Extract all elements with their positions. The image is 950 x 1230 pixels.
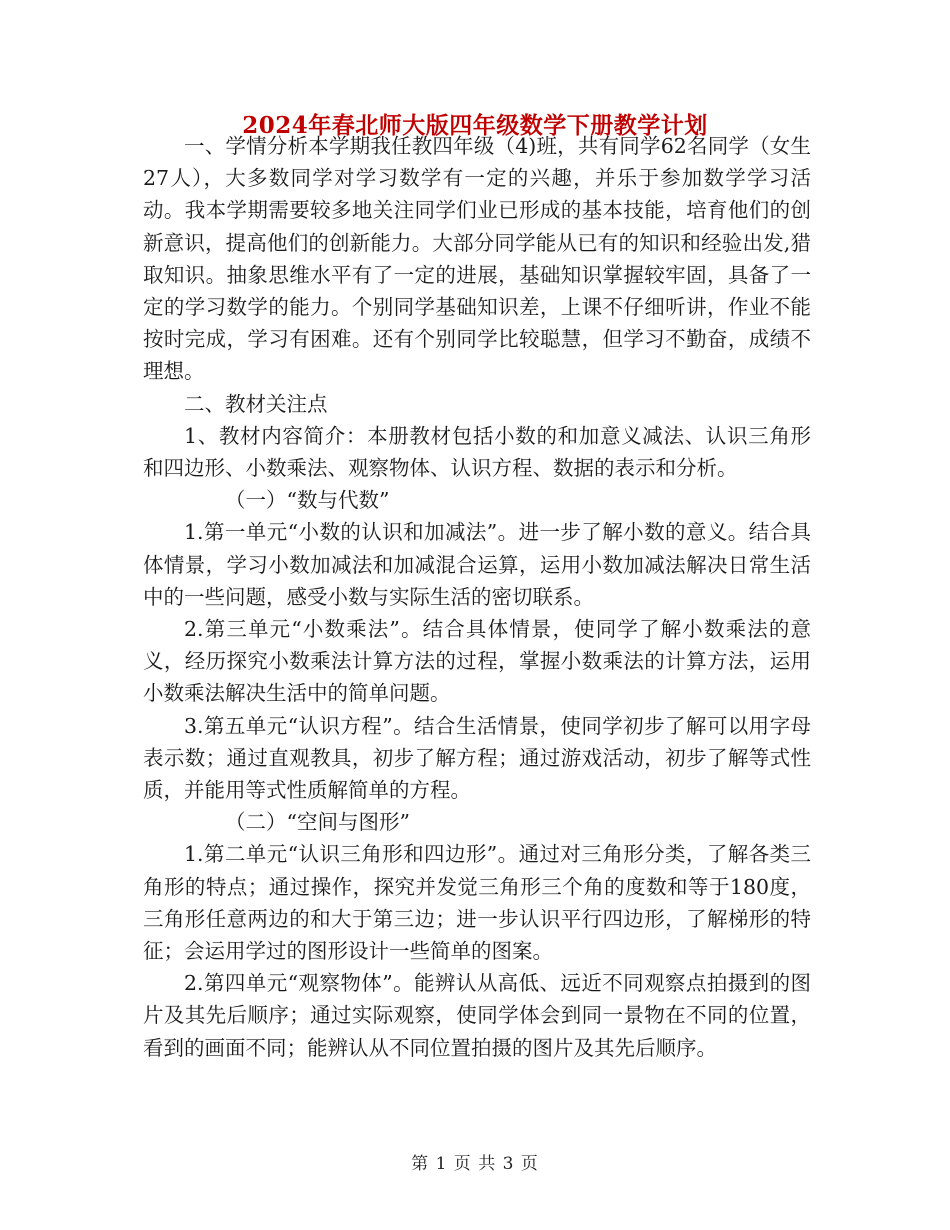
heading-number-algebra: （一）“数与代数” xyxy=(225,488,390,513)
paragraph-unit-4: 2.第四单元“观察物体”。能辨认从高低、远近不同观察点拍摄到的图片及其先后顺序；通过实际观察，使同学体会到同一景物在不同的位置，看到的画面不同；能辨认从不同位置拍摄的图片及其先后顺序。 xyxy=(143,971,811,1060)
paragraph-unit-1: 1.第一单元“小数的认识和加减法”。进一步了解小数的意义。结合具体情景，学习小数加减法和加减混合运算，运用小数加减法解决日常生活中的一些问题，感受小数与实际生活的密切联系。 xyxy=(143,520,811,609)
paragraph-unit-2: 1.第二单元“认识三角形和四边形”。通过对三角形分类，了解各类三角形的特点；通过操作，探究并发觉三角形三个角的度数和等于180度，三角形任意两边的和大于第三边；进一步认识平行四边形，了解梯形的特征；会运用学过的图形设计一些简单的图案。 xyxy=(143,842,811,964)
document-title: 2024年春北师大版四年级数学下册教学计划 xyxy=(242,112,708,139)
paragraph-unit-3: 2.第三单元“小数乘法”。结合具体情景，使同学了解小数乘法的意义，经历探究小数乘法计算方法的过程，掌握小数乘法的计算方法，运用小数乘法解决生活中的简单问题。 xyxy=(143,617,811,706)
heading-space-shapes: （二）“空间与图形” xyxy=(225,810,410,835)
paragraph-learning-analysis: 一、学情分析本学期我任教四年级（4)班，共有同学62名同学（女生27人），大多数同学对学习数学有一定的兴趣，并乐于参加数学学习活动。我本学期需要较多地关注同学们业已形成的基本技能，培育他们的创新意识，提高他们的创新能力。大部分同学能从已有的知识和经验出发,猎取知识。抽象思维水平有了一定的进展，基础知识掌握较牢固，具备了一定的学习数学的能力。个别同学基础知识差，上课不仔细听讲，作业不能按时完成，学习有困难。还有个别同学比较聪慧，但学习不勤奋，成绩不理想。 xyxy=(143,134,811,384)
paragraph-textbook-intro: 1、教材内容简介：本册教材包括小数的和加意义减法、认识三角形和四边形、小数乘法、观察物体、认识方程、数据的表示和分析。 xyxy=(143,423,811,481)
document-body xyxy=(143,130,811,1064)
heading-textbook-focus: 二、教材关注点 xyxy=(184,391,328,416)
page-number-footer: 第 1 页 共 3 页 xyxy=(411,1154,539,1174)
paragraph-unit-5: 3.第五单元“认识方程”。结合生活情景，使同学初步了解可以用字母表示数；通过直观教具，初步了解方程；通过游戏活动，初步了解等式性质，并能用等式性质解简单的方程。 xyxy=(143,713,811,803)
